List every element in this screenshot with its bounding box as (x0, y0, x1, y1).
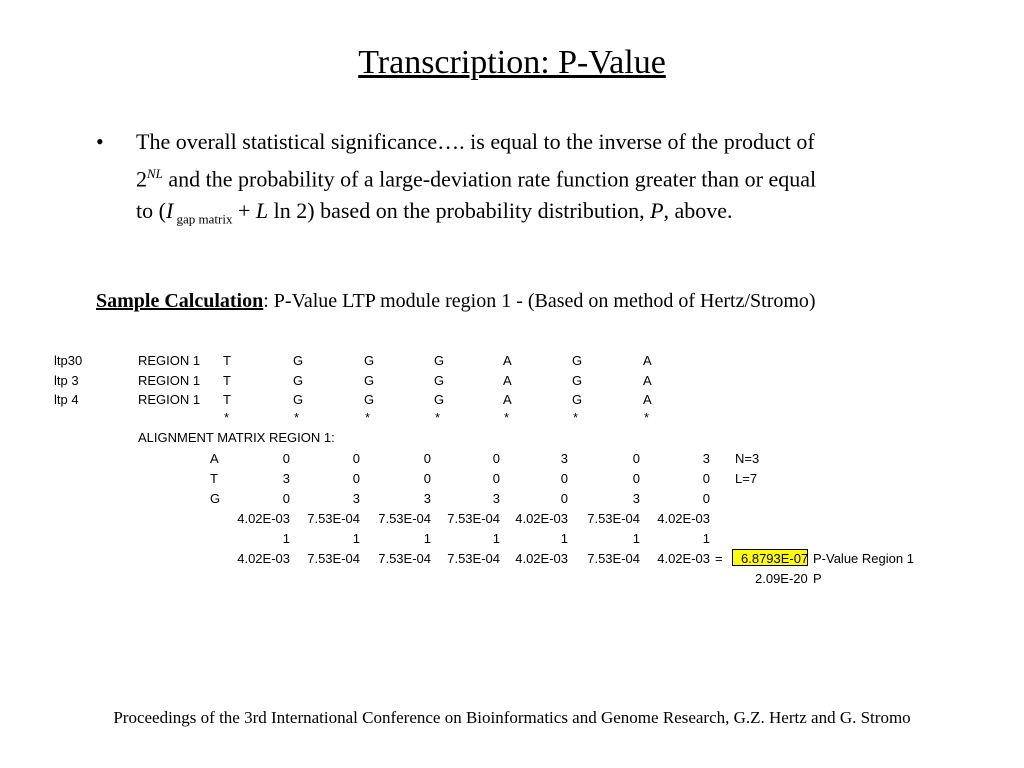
matrix-value: 0 (632, 451, 640, 466)
weight-value: 1 (352, 531, 360, 546)
product-value: 4.02E-03 (657, 551, 710, 566)
nl-superscript: NL (147, 166, 163, 181)
matrix-value: 0 (632, 471, 640, 486)
matrix-value: 0 (702, 491, 710, 506)
product-value: 7.53E-04 (378, 551, 431, 566)
gap-matrix-subscript: gap matrix (173, 211, 233, 227)
seq-region: REGION 1 (138, 353, 201, 368)
pvalue-region-label: P-Value Region 1 (813, 551, 914, 566)
p-symbol: P (650, 198, 664, 224)
seq-base: G (572, 353, 583, 368)
matrix-value: 0 (492, 471, 500, 486)
matrix-note: N=3 (735, 451, 760, 466)
weight-value: 1 (423, 531, 431, 546)
matrix-value: 0 (560, 491, 568, 506)
sample-calculation-heading (96, 290, 816, 313)
matrix-value: 3 (282, 471, 290, 486)
matrix-value: 3 (702, 451, 710, 466)
prob-value: 7.53E-04 (307, 511, 360, 526)
matrix-value: 0 (702, 471, 710, 486)
seq-base: G (434, 353, 445, 368)
product-value: 4.02E-03 (515, 551, 568, 566)
seq-name: ltp 3 (54, 373, 79, 388)
prob-value: 4.02E-03 (657, 511, 710, 526)
matrix-value: 0 (282, 451, 290, 466)
pvalue-region-1: 6.8793E-07 (741, 551, 809, 566)
seq-name: ltp 4 (54, 392, 79, 407)
seq-region: REGION 1 (138, 373, 201, 388)
bullet-text (136, 126, 936, 236)
matrix-value: 0 (560, 471, 568, 486)
prob-value: 4.02E-03 (515, 511, 568, 526)
l-symbol: L (255, 198, 269, 224)
slide-title: Transcription: P-Value (358, 44, 666, 81)
seq-base: T (223, 373, 231, 388)
seq-base: A (643, 373, 652, 388)
seq-region: REGION 1 (138, 392, 201, 407)
matrix-base: T (210, 471, 218, 486)
two-base: 2 (136, 166, 147, 192)
i-symbol: I (165, 198, 174, 224)
footer-citation: Proceedings of the 3rd International Conference on Bioinformatics and Genome Research, G.Z. Hertz and G. Stromo (113, 708, 911, 727)
matrix-value: 3 (560, 451, 568, 466)
sample-calculation-label: Sample Calculation (96, 290, 264, 312)
matrix-title: ALIGNMENT MATRIX REGION 1: (138, 430, 335, 445)
seq-base: A (643, 392, 652, 407)
conservation-star: * (365, 410, 371, 425)
matrix-value: 3 (492, 491, 500, 506)
seq-base: A (643, 353, 652, 368)
conservation-star: * (573, 410, 579, 425)
matrix-value: 3 (423, 491, 431, 506)
matrix-value: 3 (632, 491, 640, 506)
matrix-value: 0 (423, 451, 431, 466)
seq-base: A (503, 392, 512, 407)
plus-sign: + (232, 198, 256, 224)
matrix-value: 0 (352, 451, 360, 466)
conservation-star: * (224, 410, 230, 425)
bullet-end: , above. (663, 198, 733, 224)
seq-base: G (293, 392, 304, 407)
matrix-note: L=7 (735, 471, 758, 486)
matrix-value: 3 (352, 491, 360, 506)
seq-base: T (223, 353, 231, 368)
seq-base: G (572, 373, 583, 388)
prob-value: 7.53E-04 (587, 511, 640, 526)
weight-value: 1 (560, 531, 568, 546)
conservation-star: * (294, 410, 300, 425)
weight-value: 1 (492, 531, 500, 546)
seq-base: G (434, 373, 445, 388)
conservation-star: * (435, 410, 441, 425)
seq-base: G (364, 392, 375, 407)
seq-base: G (572, 392, 583, 407)
matrix-value: 0 (352, 471, 360, 486)
matrix-value: 0 (492, 451, 500, 466)
weight-value: 1 (282, 531, 290, 546)
product-value: 7.53E-04 (447, 551, 500, 566)
conservation-star: * (644, 410, 650, 425)
p-value-total: 2.09E-20 (755, 571, 808, 586)
p-label: P (813, 571, 822, 586)
weight-value: 1 (632, 531, 640, 546)
seq-base: T (223, 392, 231, 407)
seq-base: A (503, 373, 512, 388)
bullet-marker: • (96, 129, 104, 154)
weight-value: 1 (702, 531, 710, 546)
matrix-base: A (210, 451, 219, 466)
to-open: to ( (136, 198, 166, 224)
seq-base: G (293, 373, 304, 388)
seq-base: G (434, 392, 445, 407)
ln2-text: ln 2) based on the probability distribution, (268, 198, 651, 224)
seq-base: G (293, 353, 304, 368)
seq-name: ltp30 (54, 353, 83, 368)
product-value: 7.53E-04 (307, 551, 360, 566)
matrix-value: 0 (282, 491, 290, 506)
seq-base: G (364, 373, 375, 388)
seq-base: A (503, 353, 512, 368)
bullet-line-1: The overall statistical significance…. is equal to the inverse of the product of (136, 129, 815, 154)
conservation-star: * (504, 410, 510, 425)
prob-value: 4.02E-03 (237, 511, 290, 526)
matrix-base: G (210, 491, 221, 506)
matrix-value: 0 (423, 471, 431, 486)
bullet-line-2: and the probability of a large-deviation rate function greater than or equal (162, 166, 817, 192)
sample-calculation-description: : P-Value LTP module region 1 - (Based on method of Hertz/Stromo) (263, 290, 816, 312)
product-value: 7.53E-04 (587, 551, 640, 566)
prob-value: 7.53E-04 (378, 511, 431, 526)
seq-base: G (364, 353, 375, 368)
equals-sign: = (715, 551, 723, 566)
prob-value: 7.53E-04 (447, 511, 500, 526)
product-value: 4.02E-03 (237, 551, 290, 566)
